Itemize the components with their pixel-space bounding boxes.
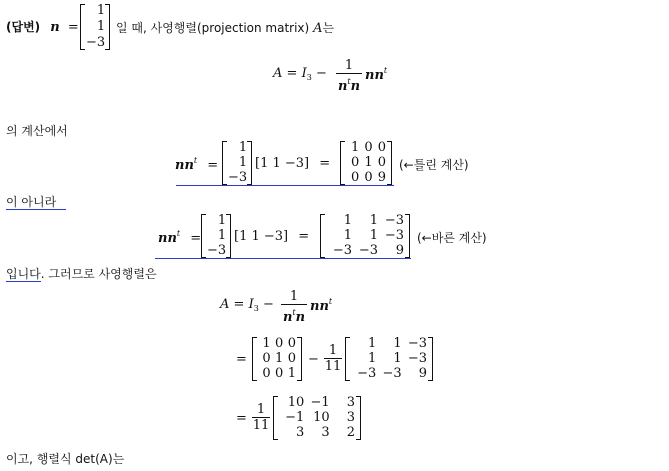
therefore-text: 입니다. 그러므로 사영행렬은 — [6, 267, 157, 281]
fraction-final: 1 11 — [252, 402, 270, 433]
identity-matrix: 1 0 0 0 1 0 0 0 1 — [252, 337, 302, 381]
final-matrix: 10 −1 3 −1 10 3 3 3 2 — [273, 396, 361, 440]
right-note: (←바른 계산) — [417, 231, 487, 245]
wrong-row: [1 1 −3] = — [255, 156, 331, 171]
right-row: [1 1 −3] = — [234, 229, 310, 244]
right-column: 1 1 −3 — [201, 214, 231, 258]
not-text: 이 아니라 — [6, 195, 57, 209]
wrong-note: (←틀린 계산) — [399, 158, 469, 172]
wrong-result: 1 0 0 0 1 0 0 0 9 — [340, 141, 392, 185]
right-underline — [155, 258, 411, 259]
wrong-column: 1 1 −3 — [222, 141, 252, 185]
nn-matrix: 1 1 −3 1 1 −3 −3 −3 9 — [345, 337, 433, 381]
answer-label: (답변) n = — [6, 20, 79, 35]
fraction-1-11: 1 11 — [324, 343, 342, 374]
wrong-lhs: $nn^t$ = — [175, 156, 219, 173]
last-line: 이고, 행렬식 det(A)는 — [6, 452, 125, 466]
eq-sign-2: = — [236, 352, 247, 367]
right-result: 1 1 −3 1 1 −3 −3 −3 9 — [320, 214, 410, 258]
wrong-underline — [176, 185, 394, 186]
fraction: 1 $n^tn$ — [337, 58, 361, 94]
right-lhs: $nn^t$ = — [158, 229, 202, 246]
nn-transpose-2: $nn^t$ — [310, 297, 333, 314]
nn-transpose: $nn^t$ — [365, 66, 388, 83]
intro-text: 일 때, 사영행렬(projection matrix) A는 — [116, 21, 335, 36]
calc-text: 의 계산에서 — [6, 124, 68, 138]
not-underline — [6, 209, 66, 210]
fraction-2: 1 $n^tn$ — [282, 289, 306, 325]
minus-sign: − — [308, 352, 319, 367]
eq-sign-3: = — [236, 411, 247, 426]
projection-formula-2: $A = I_3$ − — [220, 297, 274, 313]
projection-formula: $A = I_3$ − — [273, 66, 327, 82]
n-vector: 1 1 −3 — [80, 4, 110, 50]
